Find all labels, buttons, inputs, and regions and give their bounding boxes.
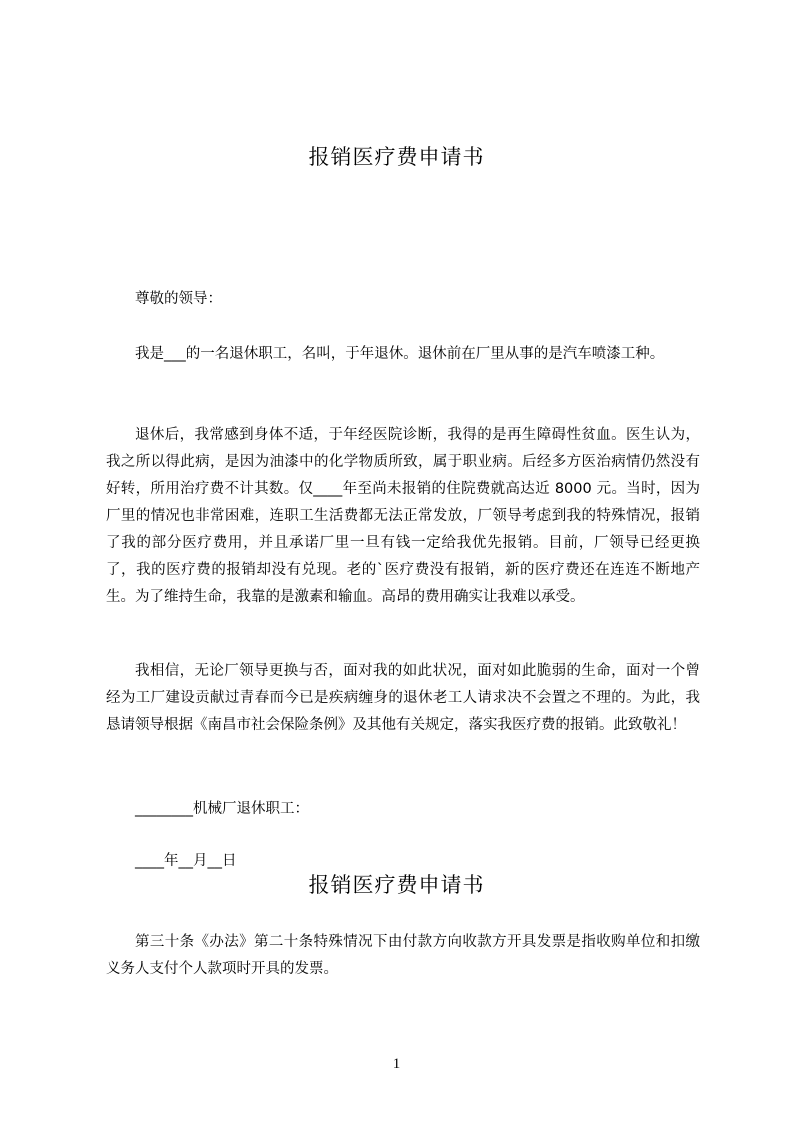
paragraph-3: 我相信，无论厂领导更换与否，面对我的如此状况，面对如此脆弱的生命，面对一个曾经为工厂建设贡献过青春而今已是疾病缠身的退休老工人请求决不会置之不理的。为此，我恳请领导根据《南昌市社会保险条例》及其他有关规定，落实我医疗费的报销。此致敬礼！	[106, 663, 700, 733]
date-line: ____年__月__日	[135, 853, 237, 869]
paragraph-2: 退休后，我常感到身体不适，于年经医院诊断，我得的是再生障碍性贫血。医生认为，我之所以得此病，是因为油漆中的化学物质所致，属于职业病。后经多方医治病情仍然没有好转，所用治疗费不计其数。仅____年至尚未报销的住院费就高达近 8000 元。当时，因为厂里的情况也非常困难，连职工生活费都无法正常发放，厂领导考虑到我的特殊情况，报销了我的部分医疗费用，并且承诺厂里一旦有钱一定给我优先报销。目前，厂领导已经更换了，我的医疗费的报销却没有兑现。老的`医疗费没有报销，新的医疗费还在连连不断地产生。为了维持生命，我靠的是激素和输血。高昂的费用确实让我难以承受。	[106, 427, 700, 605]
salutation: 尊敬的领导：	[135, 291, 222, 307]
second-section-title: 报销医疗费申请书	[308, 873, 485, 897]
page-number: 1	[392, 1056, 401, 1072]
paragraph-1: 我是___的一名退休职工，名叫，于年退休。退休前在厂里从事的是汽车喷漆工种。	[135, 346, 665, 362]
document-title: 报销医疗费申请书	[308, 145, 485, 169]
second-section-paragraph: 第三十条《办法》第二十条特殊情况下由付款方向收款方开具发票是指收购单位和扣缴义务人支付个人款项时开具的发票。	[106, 934, 700, 977]
signature-line: ________机械厂退休职工：	[135, 801, 309, 817]
